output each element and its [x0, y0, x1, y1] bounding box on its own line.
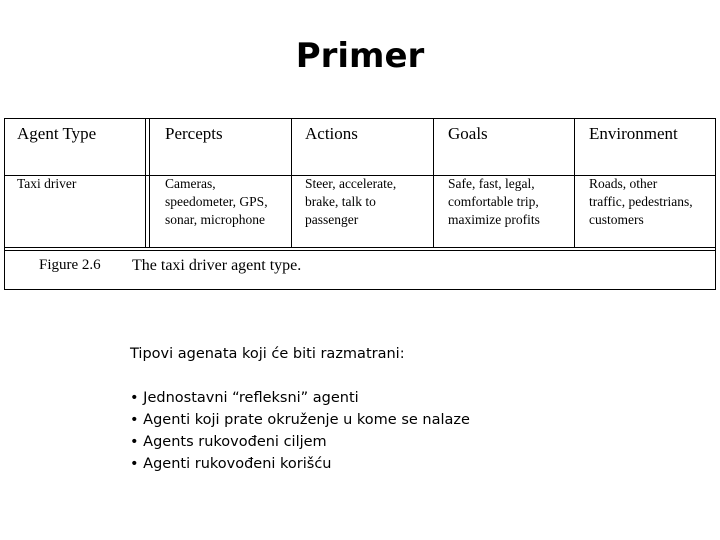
column-divider: [145, 119, 146, 247]
figure-caption-text: The taxi driver agent type.: [132, 257, 302, 274]
column-divider: [433, 119, 434, 247]
header-goals: Goals: [448, 124, 488, 143]
cell-goals: Safe, fast, legal, comfortable trip, maximize profits: [448, 176, 540, 227]
table-divider: [5, 250, 715, 251]
agent-types-text: [130, 343, 470, 475]
agent-types-list: [130, 387, 470, 475]
list-item: • Agenti koji prate okruženje u kome se nalaze: [130, 409, 470, 431]
header-agent-type: Agent Type: [17, 124, 97, 143]
column-divider: [149, 119, 150, 247]
header-percepts: Percepts: [165, 124, 223, 143]
header-environment: Environment: [589, 124, 678, 143]
list-item: • Agenti rukovođeni korišću: [130, 453, 470, 475]
agent-type-figure: [4, 118, 716, 290]
intro-text: Tipovi agenata koji će biti razmatrani:: [130, 346, 405, 362]
list-item: • Agents rukovođeni ciljem: [130, 431, 470, 453]
cell-environment: Roads, other traffic, pedestrians, customers: [589, 176, 693, 227]
figure-caption-number: Figure 2.6: [39, 257, 101, 273]
cell-agent-type: Taxi driver: [17, 176, 77, 191]
list-item: • Jednostavni “refleksni” agenti: [130, 387, 470, 409]
cell-percepts: Cameras, speedometer, GPS, sonar, microphone: [165, 176, 268, 227]
cell-actions: Steer, accelerate, brake, talk to passenger: [305, 176, 397, 227]
header-actions: Actions: [305, 124, 358, 143]
table-divider: [5, 247, 715, 248]
slide-title: Primer: [295, 36, 425, 76]
column-divider: [291, 119, 292, 247]
column-divider: [574, 119, 575, 247]
